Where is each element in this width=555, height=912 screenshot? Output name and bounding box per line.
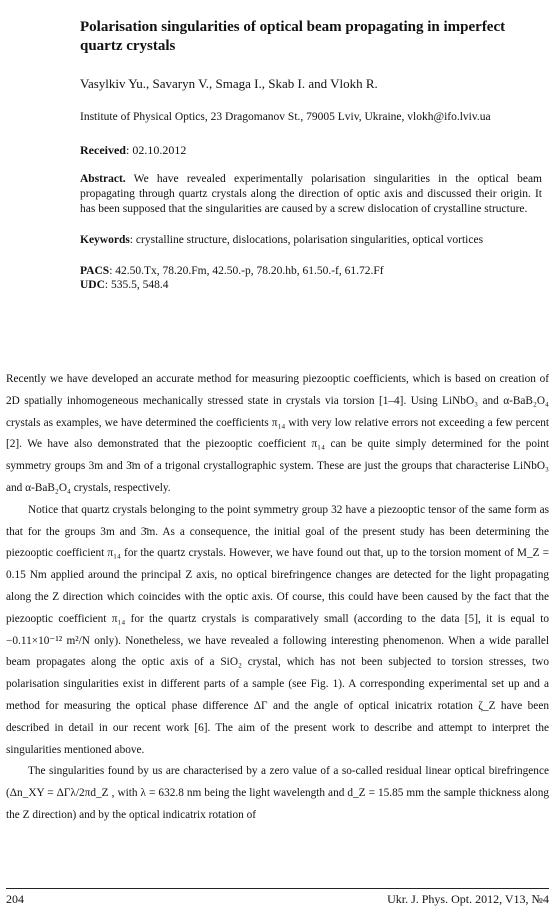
received-label: Received	[80, 143, 126, 157]
body-paragraph-1: Recently we have developed an accurate method for measuring piezooptic coefficients, which is based on creation of 2D spatially inhomogeneous mechanically stressed state in crystals via torsion [1–4]. Using LiNbO₃ and α-BaB₂O₄ crystals as examples, we have determined the coefficients π₁₄ with very low relative errors not exceeding a few percent [2]. We have also demonstrated that the piezooptic coefficient π₁₄ can be quite simply determined for the point symmetry groups 3m and 3̄m of a trigonal crystallographic system. These are just the groups that characterise LiNbO₃ and α-BaB₂O₄ crystals, respectively.	[6, 373, 549, 494]
pacs-text: : 42.50.Tx, 78.20.Fm, 42.50.-p, 78.20.hb, 61.50.-f, 61.72.Ff	[109, 265, 384, 277]
body-paragraph-3: The singularities found by us are characterised by a zero value of a so-called residual linear optical birefringence (Δn_XY = ΔΓλ/2πd_Z , with λ = 632.8 nm being the light wavelength and d_Z = 15.85 mm the sample thickness along the Z direction) and by the optical indicatrix rotation of	[6, 765, 549, 821]
body-paragraph-2: Notice that quartz crystals belonging to the point symmetry group 32 have a piezooptic tensor of the same form as that for the groups 3m and 3̄m. As a consequence, the initial goal of the present study has been determining the piezooptic coefficient π₁₄ for the quartz crystals. However, we have found out that, up to the torsion moment of M_Z = 0.15 Nm applied around the principal Z axis, no optical birefringence changes are detected for the light propagating along the Z direction which coincides with the optic axis. Of course, this could have been caused by the fact that the piezooptic coefficient π₁₄ for the quartz crystals is comparatively small (according to the data [5], it is equal to −0.11×10⁻¹² m²/N only). Nonetheless, we have revealed a following interesting phenomenon. When a wide parallel beam propagates along the optic axis of a SiO₂ crystal, which has not been subjected to torsion stresses, two polarisation singularities exist in different parts of a sample (see Fig. 1). A corresponding experimental set up and a method for measuring the optical phase difference ΔΓ and the angle of optical inicatrix rotation ζ_Z have been described in detail in our recent work [6]. The aim of the present work to describe and attempt to interpret the singularities mentioned above.	[6, 503, 549, 756]
author-list: Vasylkiv Yu., Savaryn V., Smaga I., Skab I. and Vlokh R.	[80, 76, 378, 91]
abstract-label: Abstract.	[80, 173, 126, 185]
keywords-label: Keywords	[80, 234, 130, 246]
journal-reference: Ukr. J. Phys. Opt. 2012, V13, №4	[387, 892, 549, 906]
keywords-text: : crystalline structure, dislocations, polarisation singularities, optical vortices	[129, 234, 484, 246]
page-number: 204	[6, 892, 24, 906]
paper-title: Polarisation singularities of optical beam propagating in imperfect quartz crystals	[80, 19, 506, 54]
page-footer	[6, 892, 549, 906]
pacs-line	[80, 264, 542, 278]
received-date	[80, 143, 542, 158]
classification-codes	[80, 264, 542, 292]
pacs-label: PACS	[80, 265, 110, 277]
abstract-text: We have revealed experimentally polarisation singularities in the optical beam propagating through quartz crystals along the direction of optic axis and discussed their origin. It has been supposed that the singularities are caused by a screw dislocation of crystalline structure.	[80, 173, 542, 215]
udc-label: UDC	[80, 279, 105, 291]
paper-header	[80, 18, 542, 292]
udc-text: : 535.5, 548.4	[104, 279, 169, 291]
keywords	[80, 233, 542, 248]
received-value: : 02.10.2012	[125, 143, 187, 157]
udc-line	[80, 278, 542, 292]
affiliation: Institute of Physical Optics, 23 Dragomanov St., 79005 Lviv, Ukraine, vlokh@ifo.lviv.ua	[80, 111, 491, 123]
abstract	[80, 172, 542, 217]
body-text	[6, 369, 549, 827]
footer-rule	[6, 888, 549, 889]
